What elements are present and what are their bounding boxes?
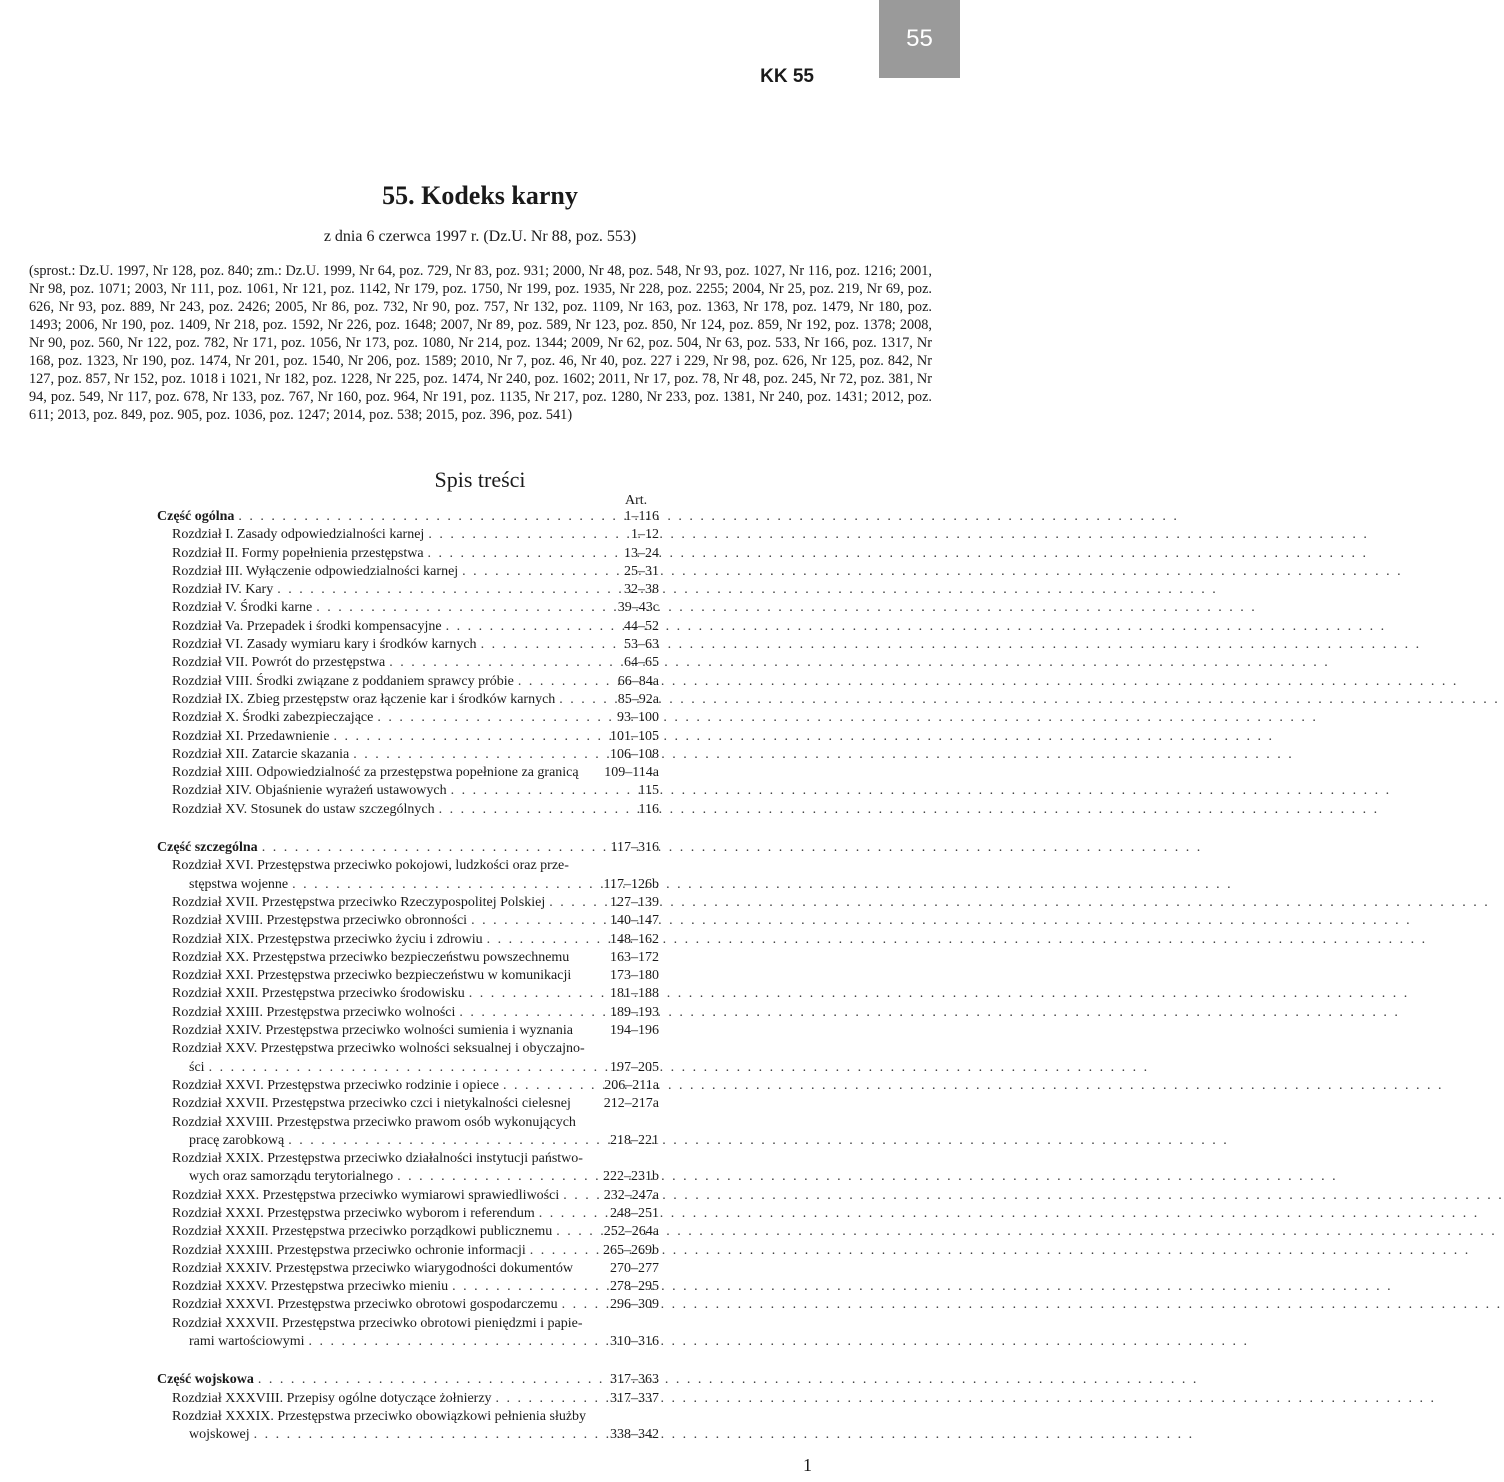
toc-part-block bbox=[157, 508, 659, 819]
article-range: 189–193 bbox=[610, 1004, 659, 1020]
toc-chapter-entry[interactable] bbox=[157, 1022, 659, 1040]
toc-chapter-label: Rozdział I. Zasady odpowiedzialności karnej bbox=[172, 527, 425, 543]
article-range: 197–205 bbox=[610, 1059, 659, 1075]
toc-chapter-label-cont: pracę zarobkową bbox=[189, 1132, 285, 1148]
article-range: 25–31 bbox=[624, 563, 659, 579]
toc-chapter-entry[interactable] bbox=[157, 764, 659, 782]
toc-chapter-label: Rozdział XXIX. Przestępstwa przeciwko działalności instytucji państwo- bbox=[172, 1151, 583, 1167]
article-range: 1–12 bbox=[631, 527, 659, 543]
toc-chapter-label: Rozdział XVII. Przestępstwa przeciwko Rzeczypospolitej Polskiej bbox=[172, 894, 546, 910]
article-range: 85–92a bbox=[617, 691, 659, 707]
toc-chapter-entry[interactable] bbox=[157, 1114, 659, 1132]
article-range: 127–139 bbox=[610, 894, 659, 910]
dot-leader bbox=[556, 1223, 600, 1241]
toc-chapter-label: Rozdział XXI. Przestępstwa przeciwko bezpieczeństwu w komunikacji bbox=[172, 968, 572, 984]
toc-chapter-label: Rozdział VII. Powrót do przestępstwa bbox=[172, 655, 386, 671]
dot-leader bbox=[549, 894, 606, 912]
article-range: 115 bbox=[638, 783, 659, 799]
dot-leader bbox=[481, 636, 620, 654]
toc-chapter-label: Rozdział XXXII. Przestępstwa przeciwko porządkowi publicznemu bbox=[172, 1224, 553, 1240]
toc-chapter-label: Rozdział XXIV. Przestępstwa przeciwko wolności sumienia i wyznania bbox=[172, 1023, 573, 1039]
toc-chapter-entry[interactable] bbox=[157, 1296, 659, 1314]
toc-chapter-label: Rozdział XV. Stosunek do ustaw szczególnych bbox=[172, 801, 435, 817]
article-range: 64–65 bbox=[624, 655, 659, 671]
toc-part-label: Część ogólna bbox=[157, 509, 235, 524]
toc-chapter-entry[interactable] bbox=[157, 526, 659, 544]
toc-chapter-entry[interactable] bbox=[157, 857, 659, 875]
toc-chapter-continuation[interactable] bbox=[157, 1168, 659, 1186]
toc-chapter-label: Rozdział X. Środki zabezpieczające bbox=[172, 710, 374, 726]
running-head: KK 55 bbox=[760, 66, 814, 87]
page-title: 55. Kodeks karny bbox=[382, 181, 578, 210]
toc-chapter-entry[interactable] bbox=[157, 1205, 659, 1223]
toc-chapter-continuation[interactable] bbox=[157, 1426, 659, 1444]
dot-leader bbox=[559, 691, 613, 709]
toc-chapter-label: Rozdział XI. Przedawnienie bbox=[172, 728, 330, 744]
toc-chapter-label: Rozdział XXVIII. Przestępstwa przeciwko prawom osób wykonujących bbox=[172, 1114, 576, 1130]
dot-leader bbox=[496, 1390, 606, 1408]
article-range: 140–147 bbox=[610, 913, 659, 929]
toc-chapter-entry[interactable] bbox=[157, 636, 659, 654]
toc-chapter-label: Rozdział IX. Zbieg przestępstw oraz łączenie kar i środków karnych bbox=[172, 691, 556, 707]
toc-chapter-entry[interactable] bbox=[157, 1260, 659, 1278]
dot-leader bbox=[459, 1004, 606, 1022]
toc-chapter-label: Rozdział XII. Zatarcie skazania bbox=[172, 746, 350, 762]
toc-chapter-entry[interactable] bbox=[157, 1315, 659, 1333]
article-range: 1–116 bbox=[624, 509, 659, 524]
toc-chapter-entry[interactable] bbox=[157, 1095, 659, 1113]
toc-chapter-label: Rozdział XXXVIII. Przepisy ogólne dotyczące żołnierzy bbox=[172, 1390, 492, 1406]
article-range: 278–295 bbox=[610, 1279, 659, 1295]
article-range: 265–269b bbox=[603, 1242, 659, 1258]
toc-chapter-entry[interactable] bbox=[157, 1278, 659, 1296]
toc-chapter-label: Rozdział XVIII. Przestępstwa przeciwko obronności bbox=[172, 913, 468, 929]
article-range: 13–24 bbox=[624, 545, 659, 561]
toc-chapter-entry[interactable] bbox=[157, 563, 659, 581]
toc-chapter-entry[interactable] bbox=[157, 1150, 659, 1168]
dot-leader bbox=[487, 931, 606, 949]
toc-chapter-entry[interactable] bbox=[157, 728, 659, 746]
toc-chapter-entry[interactable] bbox=[157, 931, 659, 949]
article-range: 317–363 bbox=[610, 1372, 659, 1388]
dot-leader bbox=[292, 876, 599, 894]
dot-leader bbox=[277, 581, 620, 599]
article-range: 116 bbox=[638, 801, 659, 817]
dot-leader bbox=[530, 1242, 599, 1260]
toc-chapter-label-cont: stępstwa wojenne bbox=[189, 876, 289, 892]
toc-chapter-entry[interactable] bbox=[157, 949, 659, 967]
toc-chapter-label: Rozdział XXXIII. Przestępstwa przeciwko ochronie informacji bbox=[172, 1242, 526, 1258]
page-number: 1 bbox=[803, 1455, 812, 1475]
toc-part-entry[interactable] bbox=[157, 508, 659, 526]
dot-leader bbox=[562, 1296, 606, 1314]
article-range: 218–221 bbox=[610, 1132, 659, 1148]
toc-chapter-entry[interactable] bbox=[157, 1040, 659, 1058]
dot-leader bbox=[238, 508, 620, 526]
toc-part-block bbox=[157, 839, 659, 1351]
dot-leader bbox=[451, 782, 635, 800]
toc-chapter-label: Rozdział XIII. Odpowiedzialność za przestępstwa popełnione za granicą bbox=[172, 765, 579, 781]
toc-chapter-entry[interactable] bbox=[157, 1242, 659, 1260]
toc-chapter-entry[interactable] bbox=[157, 654, 659, 672]
article-range: 296–309 bbox=[610, 1297, 659, 1313]
article-range: 39–43c bbox=[617, 600, 659, 616]
article-range: 317–337 bbox=[610, 1390, 659, 1406]
article-range: 44–52 bbox=[624, 618, 659, 634]
article-range: 181–188 bbox=[610, 986, 659, 1002]
dot-leader bbox=[288, 1132, 606, 1150]
toc-chapter-label: Rozdział XXXV. Przestępstwa przeciwko mieniu bbox=[172, 1279, 449, 1295]
article-range: 109–114a bbox=[604, 765, 659, 781]
dot-leader bbox=[316, 599, 614, 617]
dot-leader bbox=[469, 985, 606, 1003]
toc-part-label: Część wojskowa bbox=[157, 1372, 254, 1388]
toc-part-entry[interactable] bbox=[157, 839, 659, 857]
toc-chapter-entry[interactable] bbox=[157, 1077, 659, 1095]
dot-leader bbox=[377, 709, 613, 727]
toc-part-entry[interactable] bbox=[157, 1371, 659, 1389]
dot-leader bbox=[452, 1278, 606, 1296]
toc-chapter-entry[interactable] bbox=[157, 1004, 659, 1022]
toc-part-block bbox=[157, 1371, 659, 1444]
toc-chapter-label: Rozdział IV. Kary bbox=[172, 582, 274, 598]
toc-chapter-continuation[interactable] bbox=[157, 876, 659, 894]
toc-chapter-continuation[interactable] bbox=[157, 1333, 659, 1351]
toc-title: Spis treści bbox=[434, 467, 526, 492]
dot-leader bbox=[389, 654, 620, 672]
article-range: 117–316 bbox=[610, 840, 659, 856]
toc-chapter-entry[interactable] bbox=[157, 545, 659, 563]
dot-leader bbox=[439, 801, 635, 819]
toc-part-label: Część szczególna bbox=[157, 840, 258, 856]
dot-leader bbox=[563, 1187, 600, 1205]
toc-chapter-label: Rozdział XXVII. Przestępstwa przeciwko czci i nietykalności cielesnej bbox=[172, 1096, 571, 1112]
article-range: 101–105 bbox=[610, 728, 659, 744]
toc-chapter-entry[interactable] bbox=[157, 967, 659, 985]
toc-chapter-label-cont: wojskowej bbox=[189, 1427, 250, 1443]
subtitle: z dnia 6 czerwca 1997 r. (Dz.U. Nr 88, poz. 553) bbox=[323, 228, 637, 245]
toc-chapter-entry[interactable] bbox=[157, 1187, 659, 1205]
toc-chapter-entry[interactable] bbox=[157, 599, 659, 617]
toc-chapter-entry[interactable] bbox=[157, 801, 659, 819]
toc-chapter-continuation[interactable] bbox=[157, 1059, 659, 1077]
toc-chapter-label-cont: ści bbox=[189, 1059, 205, 1075]
dot-leader bbox=[539, 1205, 606, 1223]
toc-chapter-label: Rozdział XXXI. Przestępstwa przeciwko wyborom i referendum bbox=[172, 1205, 535, 1221]
chapter-tab: 55 bbox=[879, 0, 960, 78]
article-range: 117–126b bbox=[603, 876, 659, 892]
article-range: 93–100 bbox=[617, 710, 659, 726]
dot-leader bbox=[397, 1168, 599, 1186]
toc-chapter-entry[interactable] bbox=[157, 782, 659, 800]
dot-leader bbox=[353, 746, 606, 764]
article-range: 310–316 bbox=[610, 1334, 659, 1350]
dot-leader bbox=[446, 618, 620, 636]
dot-leader bbox=[462, 563, 620, 581]
dot-leader bbox=[428, 526, 627, 544]
article-range: 53–63 bbox=[624, 637, 659, 653]
toc-chapter-entry[interactable] bbox=[157, 1408, 659, 1426]
toc-chapter-label: Rozdział XIV. Objaśnienie wyrażeń ustawowych bbox=[172, 783, 447, 799]
toc-chapter-label: Rozdział II. Formy popełnienia przestępstwa bbox=[172, 545, 424, 561]
dot-leader bbox=[258, 1371, 606, 1389]
toc-chapter-label: Rozdział XX. Przestępstwa przeciwko bezpieczeństwu powszechnemu bbox=[172, 949, 570, 965]
toc-chapter-entry[interactable] bbox=[157, 985, 659, 1003]
toc-chapter-entry[interactable] bbox=[157, 1223, 659, 1241]
toc-chapter-label: Rozdział XXXVII. Przestępstwa przeciwko obrotowi pieniędzmi i papie- bbox=[172, 1315, 583, 1331]
toc-chapter-label: Rozdział XXVI. Przestępstwa przeciwko rodzinie i opiece bbox=[172, 1077, 499, 1093]
article-range: 212–217a bbox=[603, 1096, 659, 1112]
article-range: 338–342 bbox=[610, 1427, 659, 1443]
dot-leader bbox=[518, 673, 614, 691]
toc-chapter-entry[interactable] bbox=[157, 691, 659, 709]
toc-chapter-entry[interactable] bbox=[157, 709, 659, 727]
dot-leader bbox=[254, 1426, 606, 1444]
toc-chapter-label: Rozdział VIII. Środki związane z poddaniem sprawcy próbie bbox=[172, 673, 514, 689]
toc-chapter-label: Rozdział XXII. Przestępstwa przeciwko środowisku bbox=[172, 986, 465, 1002]
toc-chapter-entry[interactable] bbox=[157, 746, 659, 764]
dot-leader bbox=[209, 1059, 606, 1077]
dot-leader bbox=[308, 1333, 606, 1351]
article-range: 148–162 bbox=[610, 931, 659, 947]
toc-chapter-label: Rozdział XXXIX. Przestępstwa przeciwko obowiązkowi pełnienia służby bbox=[172, 1408, 587, 1424]
toc-chapter-label: Rozdział XIX. Przestępstwa przeciwko życiu i zdrowiu bbox=[172, 931, 483, 947]
toc-chapter-label: Rozdział V. Środki karne bbox=[172, 600, 313, 616]
toc-chapter-label: Rozdział VI. Zasady wymiaru kary i środków karnych bbox=[172, 637, 477, 653]
toc-chapter-entry[interactable] bbox=[157, 581, 659, 599]
article-range: 163–172 bbox=[610, 949, 659, 965]
toc-chapter-label: Rozdział XXIII. Przestępstwa przeciwko wolności bbox=[172, 1004, 456, 1020]
toc-chapter-label: Rozdział XVI. Przestępstwa przeciwko pokojowi, ludzkości oraz prze- bbox=[172, 858, 569, 874]
article-range: 66–84a bbox=[617, 673, 659, 689]
dot-leader bbox=[471, 912, 606, 930]
toc-chapter-label: Rozdział Va. Przepadek i środki kompensacyjne bbox=[172, 618, 442, 634]
article-range: 32–38 bbox=[624, 582, 659, 598]
article-range: 270–277 bbox=[610, 1260, 659, 1276]
toc-chapter-label-cont: rami wartościowymi bbox=[189, 1334, 305, 1350]
toc-chapter-entry[interactable] bbox=[157, 1390, 659, 1408]
toc-chapter-label: Rozdział III. Wyłączenie odpowiedzialności karnej bbox=[172, 563, 459, 579]
toc-chapter-label: Rozdział XXV. Przestępstwa przeciwko wolności seksualnej i obyczajno- bbox=[172, 1041, 585, 1057]
toc-chapter-entry[interactable] bbox=[157, 618, 659, 636]
toc-chapter-entry[interactable] bbox=[157, 894, 659, 912]
toc-chapter-label: Rozdział XXXIV. Przestępstwa przeciwko wiarygodności dokumentów bbox=[172, 1260, 573, 1276]
dot-leader bbox=[262, 839, 607, 857]
dot-leader bbox=[428, 545, 620, 563]
article-range: 232–247a bbox=[603, 1187, 659, 1203]
article-range: 222–231b bbox=[603, 1169, 659, 1185]
article-range: 206–211a bbox=[604, 1077, 659, 1093]
toc-art-header: Art. bbox=[625, 493, 648, 508]
amendment-sources: (sprost.: Dz.U. 1997, Nr 128, poz. 840; zm.: Dz.U. 1999, Nr 64, poz. 729, Nr 83, poz. 931; 2000, Nr 48, poz. 548, Nr 93, poz. 1027, Nr 116, poz. 1216; 2001, Nr 98, poz. 1071; 2003, Nr 111, poz. 1061, Nr 121, poz. 1142, Nr 179, poz. 1750, Nr 199, poz. 1935, Nr 228, poz. 2255; 2004, Nr 25, poz. 219, Nr 69, poz. 626, Nr 93, poz. 889, Nr 243, poz. 2426; 2005, Nr 86, poz. 732, Nr 90, poz. 757, Nr 132, poz. 1109, Nr 163, poz. 1363, Nr 178, poz. 1479, Nr 180, poz. 1493; 2006, Nr 190, poz. 1409, Nr 218, poz. 1592, Nr 226, poz. 1648; 2007, Nr 89, poz. 589, Nr 123, poz. 850, Nr 124, poz. 859, Nr 192, poz. 1378; 2008, Nr 90, poz. 560, Nr 122, poz. 782, Nr 171, poz. 1056, Nr 173, poz. 1080, Nr 214, poz. 1344; 2009, Nr 62, poz. 504, Nr 63, poz. 533, Nr 166, poz. 1317, Nr 168, poz. 1323, Nr 190, poz. 1474, Nr 201, poz. 1540, Nr 206, poz. 1589; 2010, Nr 7, poz. 46, Nr 40, poz. 227 i 229, Nr 98, poz. 626, Nr 125, poz. 842, Nr 127, poz. 857, Nr 152, poz. 1018 i 1021, Nr 182, poz. 1228, Nr 225, poz. 1474, Nr 240, poz. 1602; 2011, Nr 17, poz. 78, Nr 48, poz. 245, Nr 72, poz. 381, Nr 94, poz. 549, Nr 117, poz. 678, Nr 133, poz. 767, Nr 160, poz. 964, Nr 191, poz. 1135, Nr 217, poz. 1280, Nr 233, poz. 1381, Nr 240, poz. 1431; 2012, poz. 611; 2013, poz. 849, poz. 905, poz. 1036, poz. 1247; 2014, poz. 538; 2015, poz. 396, poz. 541) bbox=[29, 263, 932, 423]
article-range: 194–196 bbox=[610, 1023, 659, 1039]
article-range: 248–251 bbox=[610, 1205, 659, 1221]
dot-leader bbox=[333, 728, 606, 746]
article-range: 106–108 bbox=[610, 746, 659, 762]
toc-chapter-label-cont: wych oraz samorządu terytorialnego bbox=[189, 1169, 394, 1185]
toc-chapter-entry[interactable] bbox=[157, 912, 659, 930]
toc-chapter-label: Rozdział XXXVI. Przestępstwa przeciwko obrotowi gospodarczemu bbox=[172, 1297, 558, 1313]
table-of-contents bbox=[157, 508, 659, 1465]
article-range: 252–264a bbox=[603, 1224, 659, 1240]
dot-leader bbox=[503, 1077, 600, 1095]
article-range: 173–180 bbox=[610, 968, 659, 984]
toc-chapter-continuation[interactable] bbox=[157, 1132, 659, 1150]
toc-chapter-entry[interactable] bbox=[157, 673, 659, 691]
toc-chapter-label: Rozdział XXX. Przestępstwa przeciwko wymiarowi sprawiedliwości bbox=[172, 1187, 560, 1203]
